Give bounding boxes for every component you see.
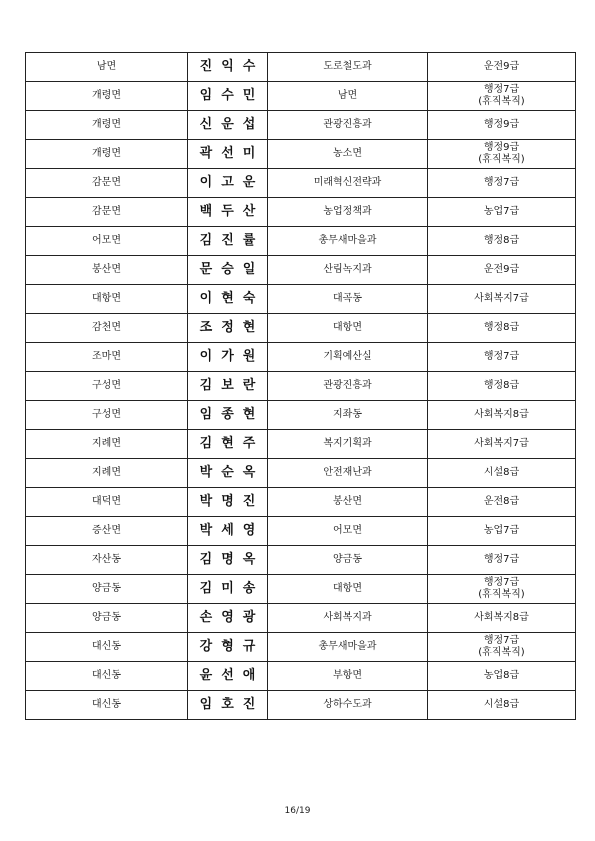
position-grade (428, 604, 576, 633)
employee-name: 문승일 (188, 256, 268, 285)
employee-name: 백두산 (188, 198, 268, 227)
grade-label: 농업7급 (483, 525, 520, 536)
employee-name: 진익수 (188, 53, 268, 82)
to-department: 사회복지과 (268, 604, 428, 633)
employee-name: 김미송 (188, 575, 268, 604)
transfer-table (25, 52, 576, 720)
to-department: 부항면 (268, 662, 428, 691)
grade-label: 운전9급 (483, 264, 520, 275)
table-row (26, 285, 576, 314)
grade-label: 행정8급 (483, 235, 520, 246)
from-department: 감문면 (26, 169, 188, 198)
to-department: 양금동 (268, 546, 428, 575)
employee-name: 김보란 (188, 372, 268, 401)
to-department: 남면 (268, 82, 428, 111)
grade-note: (휴직복직) (478, 647, 525, 658)
position-grade (428, 140, 576, 169)
to-department: 총무새마을과 (268, 227, 428, 256)
grade-label: 사회복지7급 (474, 293, 529, 304)
grade-label: 행정8급 (483, 322, 520, 333)
grade-label: 농업8급 (483, 670, 520, 681)
table-row (26, 198, 576, 227)
grade-label: 행정7급 (483, 177, 520, 188)
to-department: 관광진흥과 (268, 372, 428, 401)
from-department: 대항면 (26, 285, 188, 314)
position-grade (428, 285, 576, 314)
to-department: 산림녹지과 (268, 256, 428, 285)
table-row (26, 314, 576, 343)
table-row (26, 53, 576, 82)
grade-label: 행정7급 (483, 577, 520, 588)
table-row (26, 691, 576, 720)
to-department: 도로철도과 (268, 53, 428, 82)
table-row (26, 401, 576, 430)
position-grade (428, 401, 576, 430)
to-department: 안전재난과 (268, 459, 428, 488)
from-department: 자산동 (26, 546, 188, 575)
employee-name: 임종현 (188, 401, 268, 430)
table-row (26, 459, 576, 488)
table-row (26, 169, 576, 198)
employee-name: 임호진 (188, 691, 268, 720)
grade-label: 행정7급 (483, 351, 520, 362)
table-row (26, 343, 576, 372)
position-grade (428, 111, 576, 140)
from-department: 지례면 (26, 430, 188, 459)
from-department: 조마면 (26, 343, 188, 372)
grade-label: 시설8급 (483, 699, 520, 710)
position-grade (428, 430, 576, 459)
grade-label: 행정9급 (483, 142, 520, 153)
employee-name: 김현주 (188, 430, 268, 459)
from-department: 양금동 (26, 575, 188, 604)
grade-label: 행정7급 (483, 84, 520, 95)
position-grade (428, 256, 576, 285)
to-department: 지좌동 (268, 401, 428, 430)
employee-name: 신운섭 (188, 111, 268, 140)
position-grade (428, 169, 576, 198)
position-grade (428, 343, 576, 372)
to-department: 농업정책과 (268, 198, 428, 227)
position-grade (428, 662, 576, 691)
to-department: 미래혁신전략과 (268, 169, 428, 198)
from-department: 대신동 (26, 662, 188, 691)
position-grade (428, 198, 576, 227)
position-grade (428, 575, 576, 604)
employee-name: 박명진 (188, 488, 268, 517)
grade-label: 사회복지7급 (474, 438, 529, 449)
to-department: 대항면 (268, 314, 428, 343)
grade-label: 운전9급 (483, 61, 520, 72)
table-body (26, 53, 576, 720)
to-department: 농소면 (268, 140, 428, 169)
position-grade (428, 372, 576, 401)
grade-label: 행정7급 (483, 635, 520, 646)
employee-name: 김명옥 (188, 546, 268, 575)
from-department: 대덕면 (26, 488, 188, 517)
employee-name: 손영광 (188, 604, 268, 633)
position-grade (428, 53, 576, 82)
table-row (26, 488, 576, 517)
from-department: 개령면 (26, 140, 188, 169)
from-department: 대신동 (26, 633, 188, 662)
table-row (26, 372, 576, 401)
position-grade (428, 82, 576, 111)
employee-name: 임수민 (188, 82, 268, 111)
from-department: 개령면 (26, 82, 188, 111)
table-row (26, 256, 576, 285)
employee-name: 박세영 (188, 517, 268, 546)
to-department: 어모면 (268, 517, 428, 546)
table-row (26, 430, 576, 459)
grade-label: 농업7급 (483, 206, 520, 217)
from-department: 봉산면 (26, 256, 188, 285)
grade-label: 운전8급 (483, 496, 520, 507)
to-department: 대곡동 (268, 285, 428, 314)
table-row (26, 227, 576, 256)
to-department: 관광진흥과 (268, 111, 428, 140)
from-department: 지례면 (26, 459, 188, 488)
to-department: 봉산면 (268, 488, 428, 517)
employee-name: 이고운 (188, 169, 268, 198)
employee-name: 강형규 (188, 633, 268, 662)
from-department: 남면 (26, 53, 188, 82)
employee-name: 박순옥 (188, 459, 268, 488)
from-department: 어모면 (26, 227, 188, 256)
position-grade (428, 633, 576, 662)
grade-label: 사회복지8급 (474, 612, 529, 623)
grade-label: 행정8급 (483, 380, 520, 391)
table-row (26, 604, 576, 633)
table-row (26, 662, 576, 691)
table-row (26, 575, 576, 604)
to-department: 기획예산실 (268, 343, 428, 372)
from-department: 감문면 (26, 198, 188, 227)
employee-name: 조정현 (188, 314, 268, 343)
position-grade (428, 314, 576, 343)
employee-name: 곽선미 (188, 140, 268, 169)
to-department: 복지기획과 (268, 430, 428, 459)
from-department: 증산면 (26, 517, 188, 546)
page-number: 16/19 (284, 806, 311, 816)
position-grade (428, 691, 576, 720)
from-department: 개령면 (26, 111, 188, 140)
to-department: 대항면 (268, 575, 428, 604)
position-grade (428, 517, 576, 546)
to-department: 상하수도과 (268, 691, 428, 720)
grade-label: 행정7급 (483, 554, 520, 565)
from-department: 감천면 (26, 314, 188, 343)
table-row (26, 633, 576, 662)
from-department: 대신동 (26, 691, 188, 720)
grade-label: 사회복지8급 (474, 409, 529, 420)
from-department: 구성면 (26, 401, 188, 430)
grade-label: 시설8급 (483, 467, 520, 478)
position-grade (428, 459, 576, 488)
position-grade (428, 546, 576, 575)
grade-label: 행정9급 (483, 119, 520, 130)
to-department: 총무새마을과 (268, 633, 428, 662)
employee-name: 이현숙 (188, 285, 268, 314)
grade-note: (휴직복직) (478, 154, 525, 165)
table-row (26, 546, 576, 575)
table-row (26, 82, 576, 111)
position-grade (428, 488, 576, 517)
table-row (26, 517, 576, 546)
from-department: 구성면 (26, 372, 188, 401)
employee-name: 김진률 (188, 227, 268, 256)
employee-name: 이가원 (188, 343, 268, 372)
employee-name: 윤선애 (188, 662, 268, 691)
grade-note: (휴직복직) (478, 96, 525, 107)
position-grade (428, 227, 576, 256)
from-department: 양금동 (26, 604, 188, 633)
grade-note: (휴직복직) (478, 589, 525, 600)
table-row (26, 111, 576, 140)
table-row (26, 140, 576, 169)
